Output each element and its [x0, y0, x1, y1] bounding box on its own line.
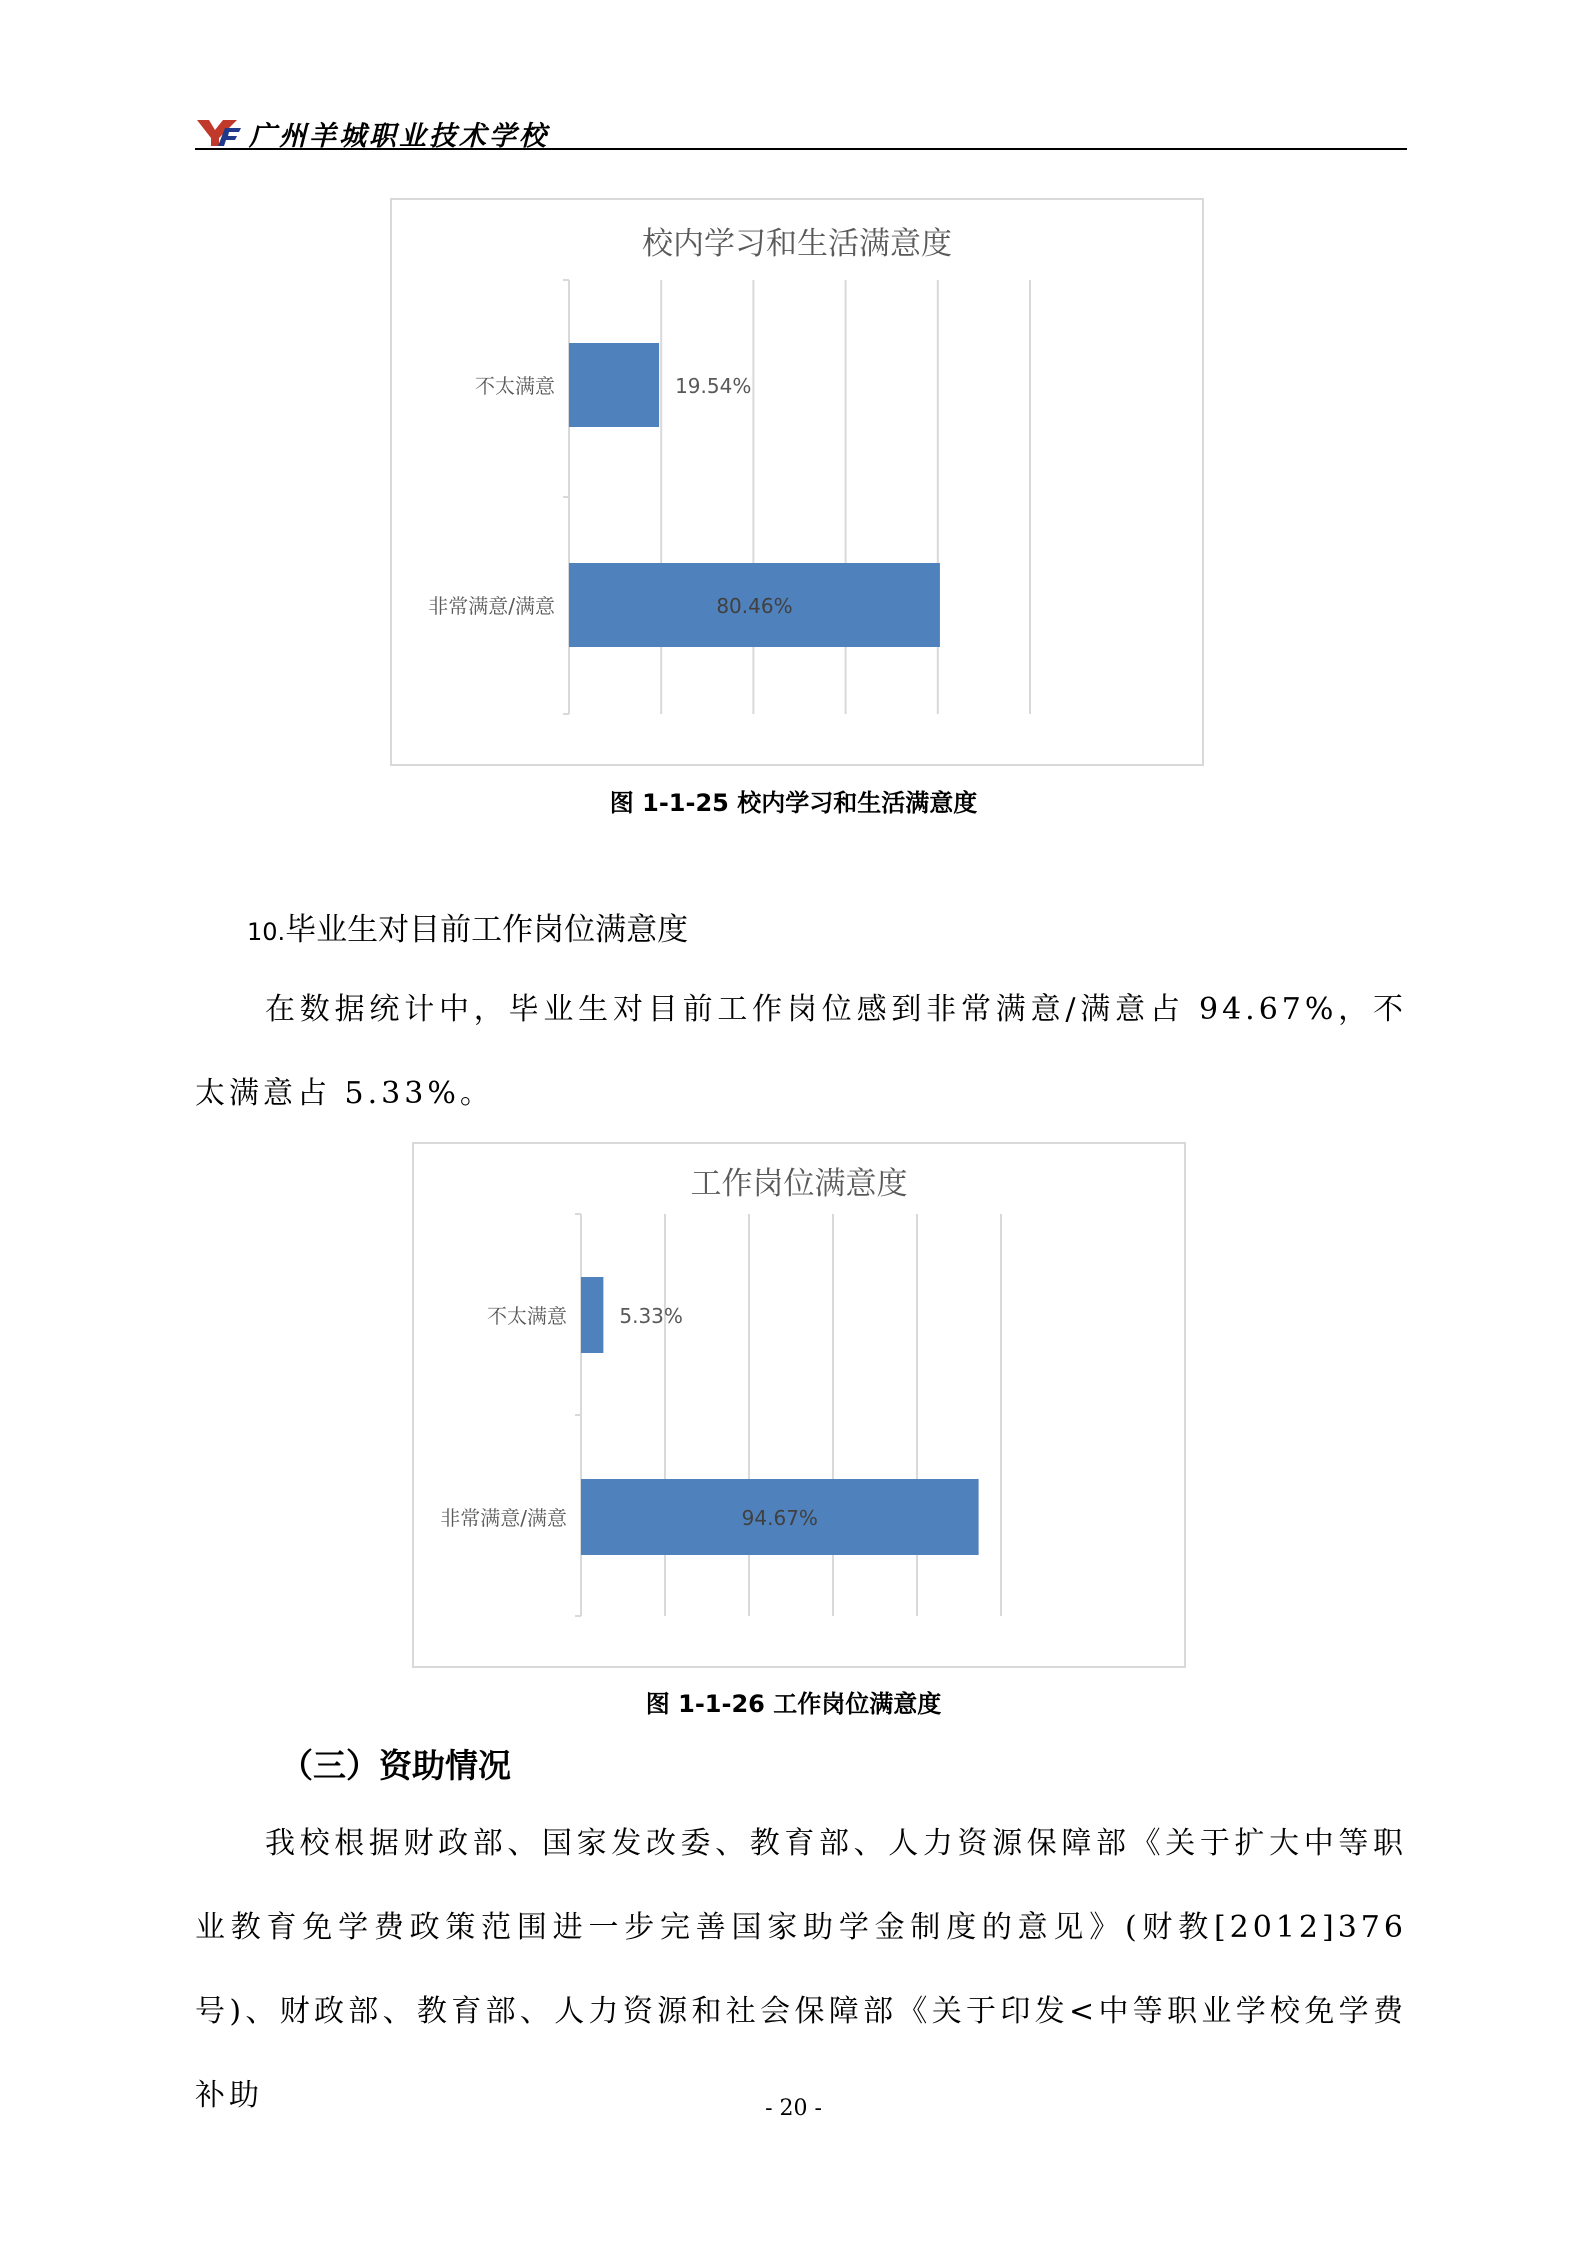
- data-label: 19.54%: [675, 374, 752, 398]
- chart-title: 工作岗位满意度: [690, 1166, 908, 1202]
- figure-caption-26: 图 1-1-26 工作岗位满意度: [645, 1690, 942, 1718]
- category-label: 不太满意: [475, 374, 555, 398]
- section-title: 毕业生对目前工作岗位满意度: [285, 912, 689, 948]
- category-label: 非常满意/满意: [428, 594, 555, 618]
- bar: [581, 1277, 603, 1353]
- page-number: - 20 -: [765, 2096, 822, 2121]
- data-label: 5.33%: [619, 1304, 683, 1328]
- figure-caption-25: 图 1-1-25 校内学习和生活满意度: [609, 789, 978, 817]
- chart-campus-satisfaction: [390, 198, 1204, 766]
- section-10-heading: [247, 904, 688, 949]
- chart-plot: [414, 1144, 1188, 1670]
- category-label: 非常满意/满意: [440, 1506, 567, 1530]
- header-divider: [195, 148, 1407, 150]
- section-heading-funding: （三）资助情况: [280, 1746, 511, 1785]
- page-header: [195, 108, 1407, 152]
- bar: [569, 343, 659, 427]
- data-label: 80.46%: [716, 594, 793, 618]
- chart-plot: [392, 200, 1206, 768]
- school-name: 广州羊城职业技术学校: [249, 121, 549, 152]
- chart-title: 校内学习和生活满意度: [642, 226, 952, 262]
- section-number: 10.: [247, 918, 286, 946]
- section-10-paragraph: 在数据统计中，毕业生对目前工作岗位感到非常满意/满意占 94.67%，不太满意占 5.33%。: [195, 992, 1407, 1111]
- chart-job-satisfaction: [412, 1142, 1186, 1668]
- data-label: 94.67%: [741, 1506, 818, 1530]
- funding-paragraph: 我校根据财政部、国家发改委、教育部、人力资源保障部《关于扩大中等职业教育免学费政策范围进一步完善国家助学金制度的意见》(财教[2012]376 号)、财政部、教育部、人力资源和社会保障部《关于印发<中等职业学校免学费补助: [195, 1826, 1407, 2113]
- category-label: 不太满意: [487, 1304, 567, 1328]
- yc-school-logo-icon: [195, 116, 241, 148]
